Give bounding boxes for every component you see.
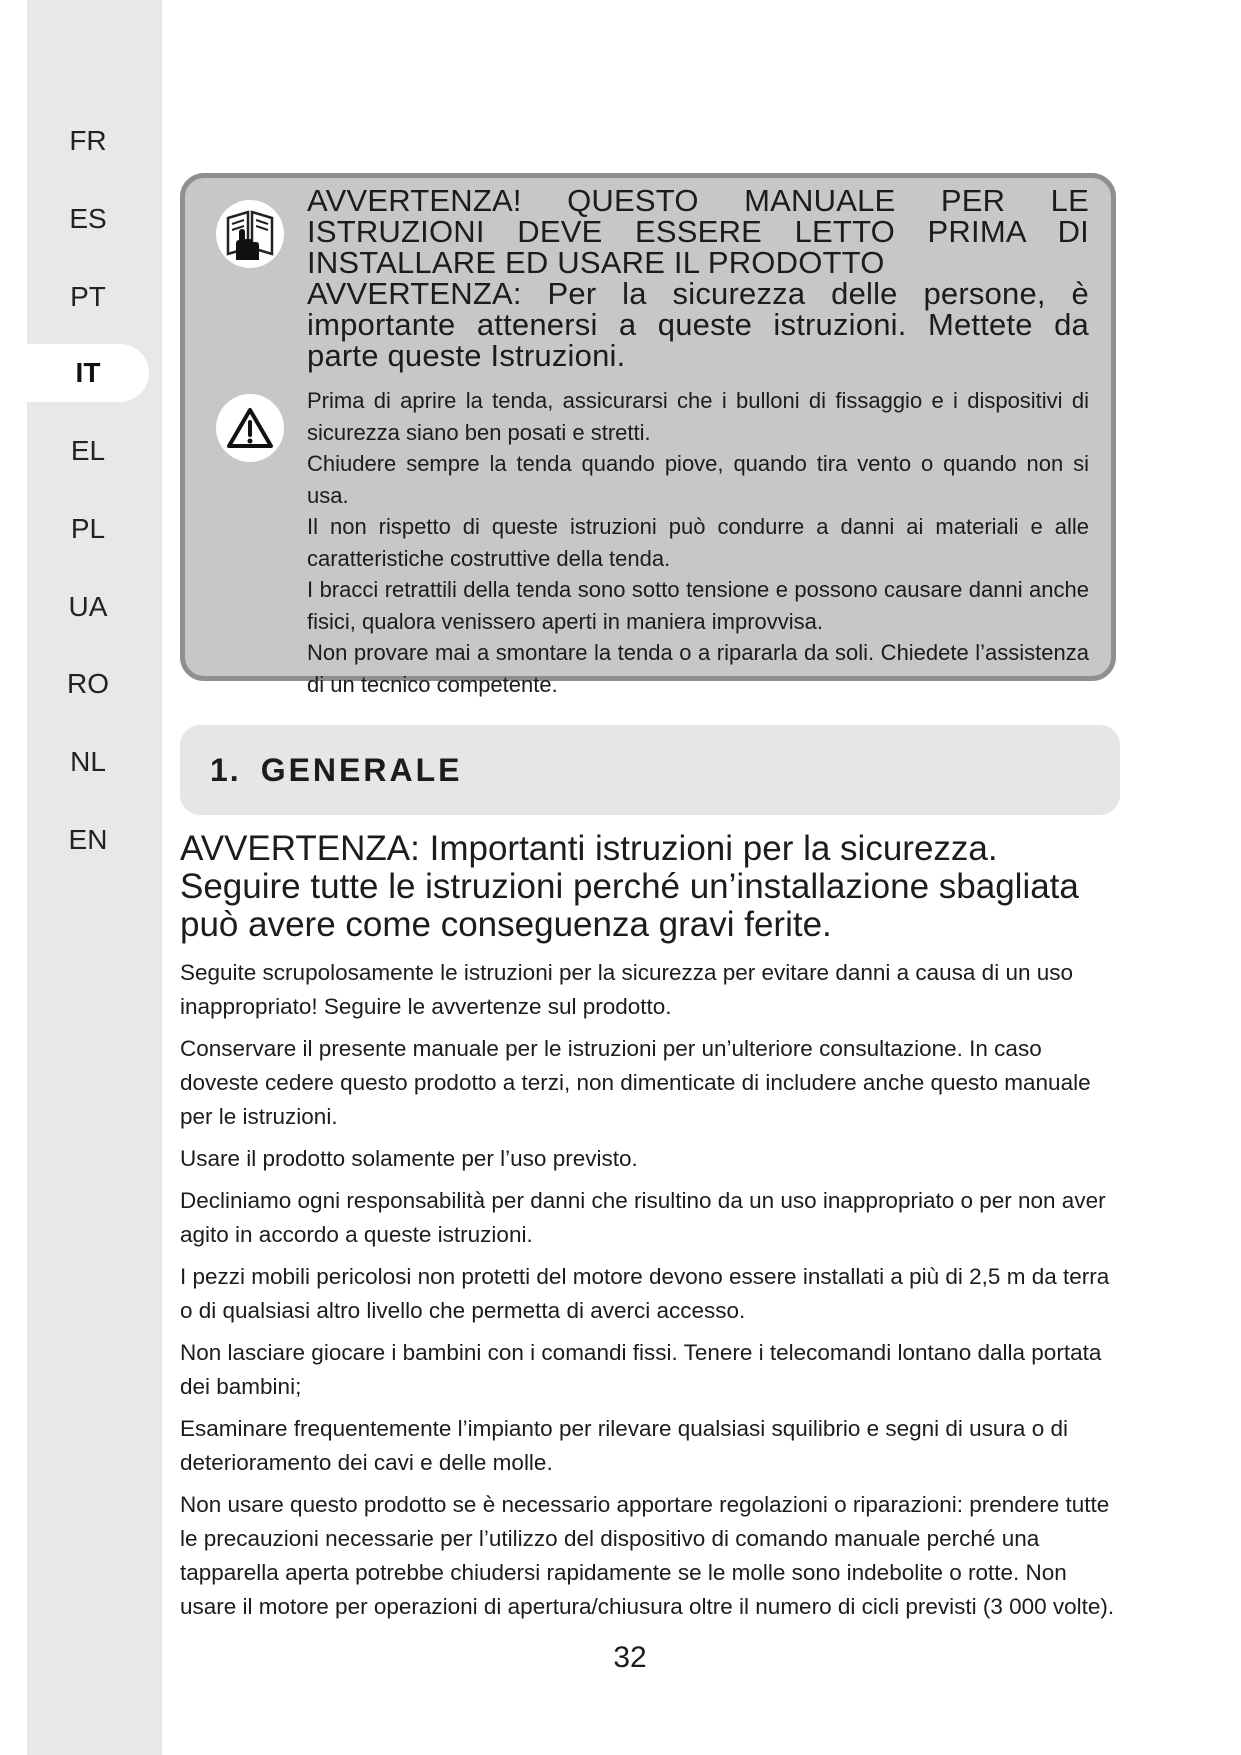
paragraph: Esaminare frequentemente l’impianto per rilevare qualsiasi squilibrio e segni di usura o di deterioramento dei cavi e delle molle. bbox=[180, 1416, 1068, 1475]
important-warning-line: Seguire tutte le istruzioni perché un’installazione sbagliata può avere come conseguenza gravi ferite. bbox=[180, 867, 1079, 944]
read-manual-icon bbox=[216, 200, 284, 268]
paragraph: Conservare il presente manuale per le istruzioni per un’ulteriore consultazione. In caso doveste cedere questo prodotto a terzi, non dimenticate di includere anche questo manuale per le istruzioni. bbox=[180, 1036, 1091, 1129]
warning-item: I bracci retrattili della tenda sono sotto tensione e possono causare danni anche fisici, qualora venissero aperti in maniera improvvisa. bbox=[307, 577, 1089, 634]
warning-triangle-icon bbox=[216, 394, 284, 462]
warning-heading-line: AVVERTENZA: Per la sicurezza delle persone, è importante attenersi a queste istruzioni. Mettete da parte queste Istruzioni. bbox=[307, 276, 1089, 373]
lang-tab-el[interactable]: EL bbox=[70, 435, 106, 466]
lang-tab-pl[interactable]: PL bbox=[70, 513, 106, 544]
warning-heading-line: AVVERTENZA! QUESTO MANUALE PER LE ISTRUZIONI DEVE ESSERE LETTO PRIMA DI INSTALLARE ED USARE IL PRODOTTO bbox=[307, 183, 1089, 280]
paragraph: I pezzi mobili pericolosi non protetti del motore devono essere installati a più di 2,5 m da terra o di qualsiasi altro livello che permetta di averci accesso. bbox=[180, 1264, 1110, 1323]
warning-heading bbox=[307, 185, 1089, 371]
page-number: 32 bbox=[613, 1641, 647, 1674]
lang-tab-it[interactable]: IT bbox=[27, 344, 149, 402]
warning-item: Il non rispetto di queste istruzioni può condurre a danni ai materiali e alle caratteristiche costruttive della tenda. bbox=[307, 514, 1089, 571]
important-warning-line: AVVERTENZA: Importanti istruzioni per la sicurezza. bbox=[180, 829, 998, 868]
section-header bbox=[180, 725, 1120, 815]
paragraph: Non usare questo prodotto se è necessario apportare regolazioni o riparazioni: prendere tutte le precauzioni necessarie per l’utilizzo del dispositivo di comando manuale perché una tapparella aperta potrebbe chiudersi rapidamente se le molle sono indebolite o rotte. Non usare il motore per operazioni di apertura/chiusura oltre il numero di cicli previsti (3 000 volte). bbox=[180, 1492, 1115, 1619]
lang-tab-ua[interactable]: UA bbox=[68, 591, 108, 622]
lang-tab-fr[interactable]: FR bbox=[69, 125, 107, 156]
instructions-body bbox=[180, 956, 1125, 1632]
lang-tab-en[interactable]: EN bbox=[68, 824, 108, 855]
safety-warning-box bbox=[180, 173, 1116, 697]
paragraph: Non lasciare giocare i bambini con i comandi fissi. Tenere i telecomandi lontano dalla portata dei bambini; bbox=[180, 1340, 1102, 1399]
warning-item: Chiudere sempre la tenda quando piove, quando tira vento o quando non si usa. bbox=[307, 451, 1089, 508]
warning-body bbox=[307, 385, 1089, 700]
section-title: GENERALE bbox=[260, 751, 463, 788]
section-number: 1. bbox=[210, 751, 241, 788]
important-safety-warning bbox=[180, 830, 1120, 944]
warning-item: Prima di aprire la tenda, assicurarsi che i bulloni di fissaggio e i dispositivi di sicurezza siano ben posati e stretti. bbox=[307, 388, 1089, 445]
lang-tab-es[interactable]: ES bbox=[69, 203, 107, 234]
lang-tab-nl[interactable]: NL bbox=[70, 746, 106, 777]
language-sidebar bbox=[27, 0, 162, 1755]
paragraph: Usare il prodotto solamente per l’uso previsto. bbox=[180, 1146, 638, 1171]
warning-item: Non provare mai a smontare la tenda o a ripararla da soli. Chiedete l’assistenza di un tecnico competente. bbox=[307, 640, 1089, 697]
lang-tab-ro[interactable]: RO bbox=[67, 668, 109, 699]
lang-tab-pt[interactable]: PT bbox=[70, 281, 106, 312]
paragraph: Seguite scrupolosamente le istruzioni per la sicurezza per evitare danni a causa di un uso inappropriato! Seguire le avvertenze sul prodotto. bbox=[180, 960, 1074, 1019]
paragraph: Decliniamo ogni responsabilità per danni che risultino da un uso inappropriato o per non aver agito in accordo a queste istruzioni. bbox=[180, 1188, 1106, 1247]
